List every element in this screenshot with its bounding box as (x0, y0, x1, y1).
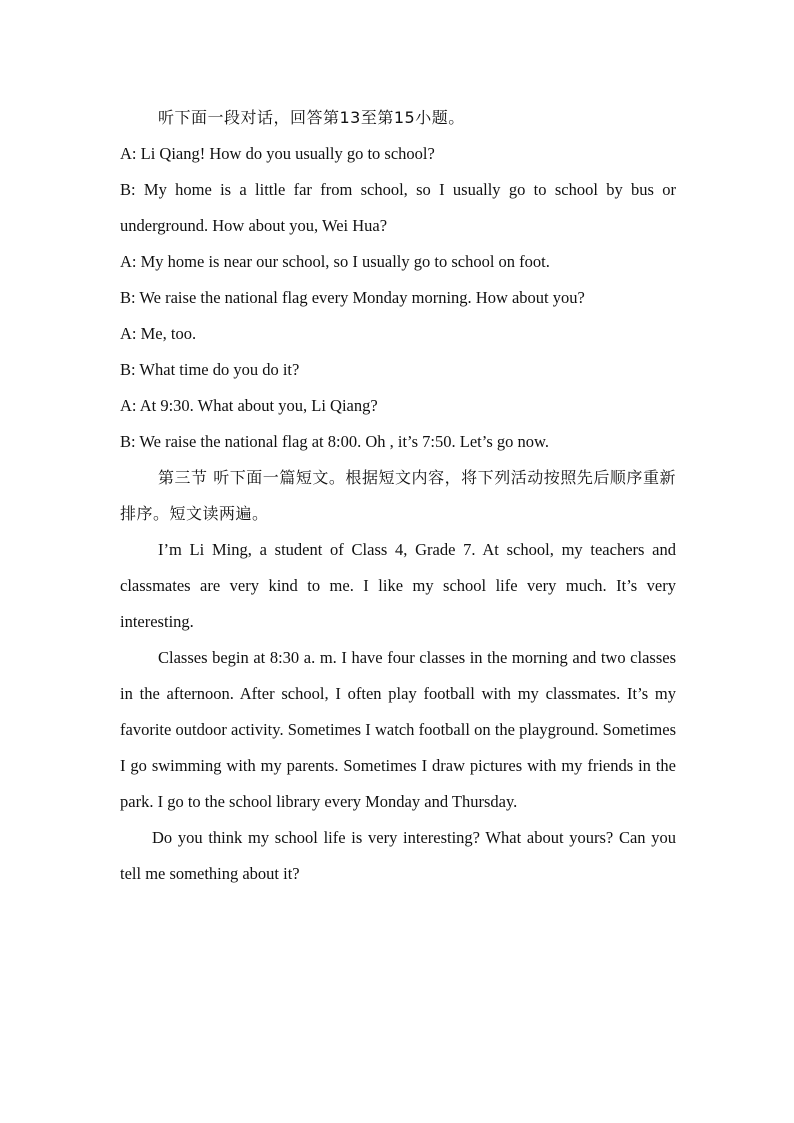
section3-instruction: 第三节 听下面一篇短文。根据短文内容，将下列活动按照先后顺序重新排序。短文读两遍。 (120, 468, 676, 523)
section2-instruction: 听下面一段对话，回答第13至第15小题。 (158, 108, 465, 127)
passage-paragraph: Classes begin at 8:30 a. m. I have four classes in the morning and two classes in the afternoon. After school, I often play football with my classmates. It’s my favorite outdoor activity. Sometimes I watch football on the playground. Sometimes I go swimming with my parents. Sometimes I draw pictures with my friends in the park. I go to the school library every Monday and Thursday. (120, 648, 676, 811)
passage-paragraph: Do you think my school life is very interesting? What about yours? Can you tell me something about it? (120, 828, 676, 883)
dialogue-line: A: At 9:30. What about you, Li Qiang? (120, 396, 378, 415)
dialogue-line: A: Me, too. (120, 324, 197, 343)
dialogue-line: B: What time do you do it? (120, 360, 300, 379)
dialogue-line: A: Li Qiang! How do you usually go to school? (120, 144, 435, 163)
dialogue-line: B: My home is a little far from school, so I usually go to school by bus or underground. How about you, Wei Hua? (120, 180, 676, 235)
document-content (120, 100, 676, 892)
dialogue-line: B: We raise the national flag every Monday morning. How about you? (120, 288, 585, 307)
dialogue-line: A: My home is near our school, so I usually go to school on foot. (120, 252, 550, 271)
passage-paragraph: I’m Li Ming, a student of Class 4, Grade 7. At school, my teachers and classmates are very kind to me. I like my school life very much. It’s very interesting. (120, 540, 676, 631)
dialogue-line: B: We raise the national flag at 8:00. Oh , it’s 7:50. Let’s go now. (120, 432, 549, 451)
